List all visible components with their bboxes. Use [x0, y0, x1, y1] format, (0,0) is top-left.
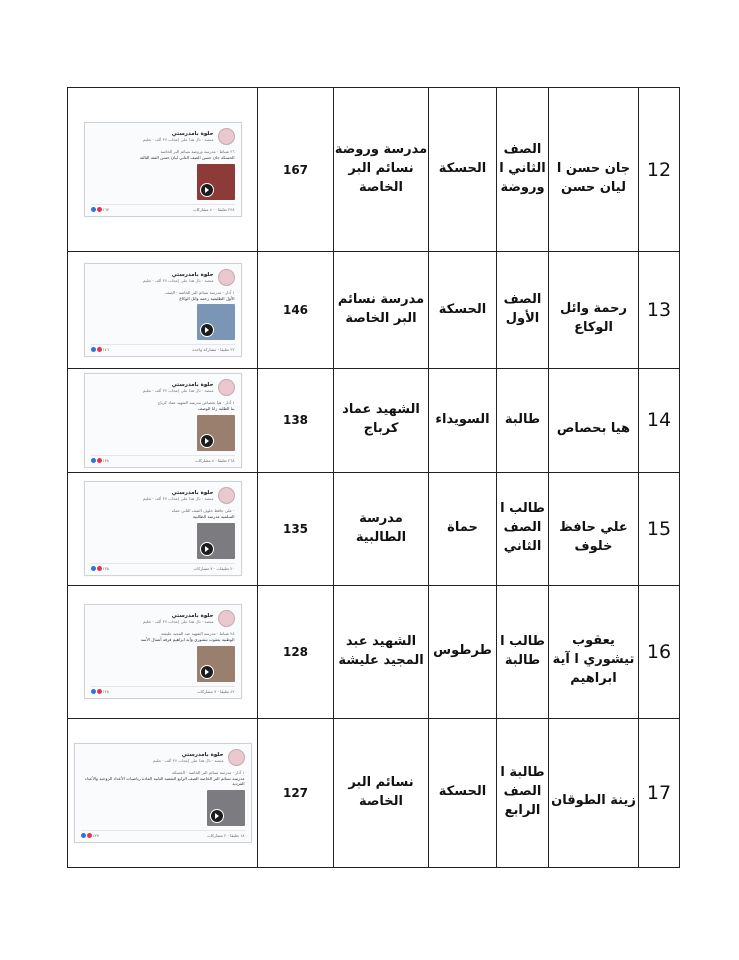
post-text: مدرسة نسائم البر الخاصة الصف الرابع الشعبة الثانية المادة رياضيات الأعداد الزوجية والأعداد الفردية — [84, 775, 245, 787]
student-name-cell: هيا بحصاص — [549, 369, 639, 473]
reactions — [91, 207, 109, 212]
post-screenshot-cell — [68, 88, 258, 252]
facebook-post-card[interactable] — [84, 122, 242, 217]
play-icon[interactable] — [200, 542, 214, 556]
score-cell: 167 — [258, 88, 334, 252]
facebook-post-card[interactable] — [84, 373, 242, 468]
like-reaction-icon — [91, 689, 96, 694]
like-reaction-icon — [91, 458, 96, 463]
facebook-post-card[interactable] — [84, 481, 242, 576]
school-cell: مدرسة وروضة نسائم البر الخاصة — [334, 88, 429, 252]
city-cell: الحسكة — [429, 88, 497, 252]
reactions — [91, 689, 109, 694]
post-screenshot-cell — [68, 472, 258, 585]
post-screenshot-cell — [68, 252, 258, 369]
row-number-cell: 17 — [639, 718, 680, 867]
city-cell: طرطوس — [429, 585, 497, 718]
score-cell: 146 — [258, 252, 334, 369]
post-date: ١ آذار · مدرسة نسائم البر الخاصة · الصف — [164, 289, 235, 295]
page-name: حلوة بامدرستي — [171, 271, 214, 278]
like-reaction-icon — [81, 833, 86, 838]
school-cell: الشهيد عماد كرباج — [334, 369, 429, 473]
class-cell: الصف الأول — [497, 252, 549, 369]
like-reaction-icon — [91, 207, 96, 212]
city-cell: الحسكة — [429, 252, 497, 369]
page-subtitle: منصة · نال هذا على إعجاب ٣٧ ألف · تعليم — [142, 388, 214, 393]
score-cell: 127 — [258, 718, 334, 867]
play-icon[interactable] — [200, 434, 214, 448]
post-video-thumbnail[interactable] — [197, 415, 235, 451]
row-number-cell: 12 — [639, 88, 680, 252]
play-icon[interactable] — [200, 323, 214, 337]
post-text: الوطنية يعقوب تيشوري وآية ابراهيم فرقة أشبال الأسد — [140, 637, 235, 643]
love-reaction-icon — [97, 689, 102, 694]
post-text: الحسكة جان حسن الصف الثاني ليان حسن الفئة الثالثة — [139, 155, 235, 161]
post-screenshot-cell — [68, 369, 258, 473]
page-name: حلوة بامدرستي — [181, 751, 224, 758]
city-cell: الحسكة — [429, 718, 497, 867]
score-cell: 128 — [258, 585, 334, 718]
reaction-count: ١٢٨ — [102, 689, 109, 694]
post-video-thumbnail[interactable] — [197, 164, 235, 200]
page-subtitle: منصة · نال هذا على إعجاب ٣٧ ألف · تعليم — [142, 137, 214, 143]
post-date: ١ آذار · مدرسة نسائم البر الخاصة · الحسكة — [172, 769, 245, 775]
student-name-cell: جان حسن ا ليان حسن — [549, 88, 639, 252]
facebook-post-card[interactable] — [84, 263, 242, 358]
entries-table — [67, 87, 680, 868]
school-cell: الشهيد عبد المجيد عليشة — [334, 585, 429, 718]
post-screenshot-cell — [68, 585, 258, 718]
table-row — [68, 718, 680, 867]
love-reaction-icon — [97, 207, 102, 212]
table-row — [68, 585, 680, 718]
like-reaction-icon — [91, 347, 96, 352]
reaction-count: ١٣٥ — [102, 566, 109, 571]
student-name-cell: يعقوب تيشوري ا آية ابراهيم — [549, 585, 639, 718]
class-cell: طالب ا الصف الثاني — [497, 472, 549, 585]
student-name-cell: رحمة وائل الوكاع — [549, 252, 639, 369]
post-screenshot-cell — [68, 718, 258, 867]
play-icon[interactable] — [210, 809, 224, 823]
page-subtitle: منصة · نال هذا على إعجاب ٣٧ ألف · تعليم — [142, 277, 214, 283]
page-name: حلوة بامدرستي — [171, 131, 214, 138]
post-video-thumbnail[interactable] — [197, 646, 235, 682]
student-name-cell: علي حافظ خلوف — [549, 472, 639, 585]
reaction-count: ١٦٧ — [102, 206, 109, 212]
page-name: حلوة بامدرستي — [171, 382, 214, 388]
reaction-count: ١٢٧ — [92, 832, 99, 838]
page-avatar — [218, 379, 235, 396]
post-stats: ٢٢ تعليقا · مشاركة واحدة — [192, 347, 235, 353]
like-reaction-icon — [91, 566, 96, 571]
table-row — [68, 88, 680, 252]
school-cell: مدرسة نسائم البر الخاصة — [334, 252, 429, 369]
post-video-thumbnail[interactable] — [197, 523, 235, 559]
reaction-count: ١٣٨ — [102, 457, 109, 463]
post-date: · علي حافظ خلوف الصف الثاني حماه — [171, 508, 235, 514]
class-cell: طالبة ا الصف الرابع — [497, 718, 549, 867]
post-stats: ٢٠ تعليقات · ٧ مشاركات — [193, 566, 235, 571]
school-cell: مدرسة الطالبية — [334, 472, 429, 585]
reaction-count: ١٤٦ — [102, 347, 109, 353]
post-date: ١ آذار · هيا بحصاص مدرسة الشهيد عماد كرباج — [157, 400, 235, 405]
page-avatar — [218, 610, 235, 627]
reactions — [81, 833, 99, 838]
page-avatar — [218, 269, 235, 286]
page-name: حلوة بامدرستي — [171, 490, 214, 497]
facebook-post-card[interactable] — [74, 743, 252, 843]
row-number-cell: 14 — [639, 369, 680, 473]
city-cell: السويداء — [429, 369, 497, 473]
reactions — [91, 458, 109, 463]
post-stats: ١٨ تعليقا · ٢ مشاركات — [207, 832, 245, 838]
page-name: حلوة بامدرستي — [171, 613, 214, 620]
love-reaction-icon — [97, 566, 102, 571]
post-text: الأول الطليعية رحمة وائل الوكاع — [179, 295, 235, 301]
school-cell: نسائم البر الخاصة — [334, 718, 429, 867]
student-name-cell: زينة الطوقان — [549, 718, 639, 867]
page-avatar — [228, 749, 245, 766]
page-avatar — [218, 128, 235, 145]
page-subtitle: منصة · نال هذا على إعجاب ٣٧ ألف · تعليم — [152, 757, 224, 763]
reactions — [91, 566, 109, 571]
table-row — [68, 472, 680, 585]
play-icon[interactable] — [200, 183, 214, 197]
post-stats: ٢٢٨ تعليقا · ٤٠ مشاركات — [192, 206, 235, 212]
post-text: بنا الطلبة زانا الوصف — [197, 406, 235, 411]
row-number-cell: 16 — [639, 585, 680, 718]
score-cell: 138 — [258, 369, 334, 473]
post-stats: ٤٢ تعليقا · ٧ مشاركات — [197, 689, 235, 694]
page-subtitle: منصة · نال هذا على إعجاب ٣٧ ألف · تعليم — [142, 619, 214, 625]
table-row — [68, 369, 680, 473]
love-reaction-icon — [87, 833, 92, 838]
row-number-cell: 13 — [639, 252, 680, 369]
post-text: السلمية مدرسة الطالبية — [192, 514, 235, 520]
play-icon[interactable] — [200, 665, 214, 679]
page-avatar — [218, 487, 235, 504]
facebook-post-card[interactable] — [84, 604, 242, 699]
class-cell: طالبة — [497, 369, 549, 473]
reactions — [91, 347, 109, 352]
row-number-cell: 15 — [639, 472, 680, 585]
score-cell: 135 — [258, 472, 334, 585]
post-date: ٢٦ شباط · مدرسة وروضة نسائم البر الخاصة — [160, 149, 235, 155]
post-stats: ٢٦٨ تعليقا · ٤ مشاركات — [194, 457, 235, 463]
post-date: ٢٨ شباط · مدرسة الشهيد عبد المجيد عليشة — [160, 631, 235, 637]
class-cell: الصف الثاني ا وروضة — [497, 88, 549, 252]
page-subtitle: منصة · نال هذا على إعجاب ٣٧ ألف · تعليم — [142, 496, 214, 502]
love-reaction-icon — [97, 347, 102, 352]
post-video-thumbnail[interactable] — [197, 304, 235, 340]
post-video-thumbnail[interactable] — [207, 790, 245, 826]
class-cell: طالب ا طالبة — [497, 585, 549, 718]
love-reaction-icon — [97, 458, 102, 463]
table-row — [68, 252, 680, 369]
city-cell: حماة — [429, 472, 497, 585]
